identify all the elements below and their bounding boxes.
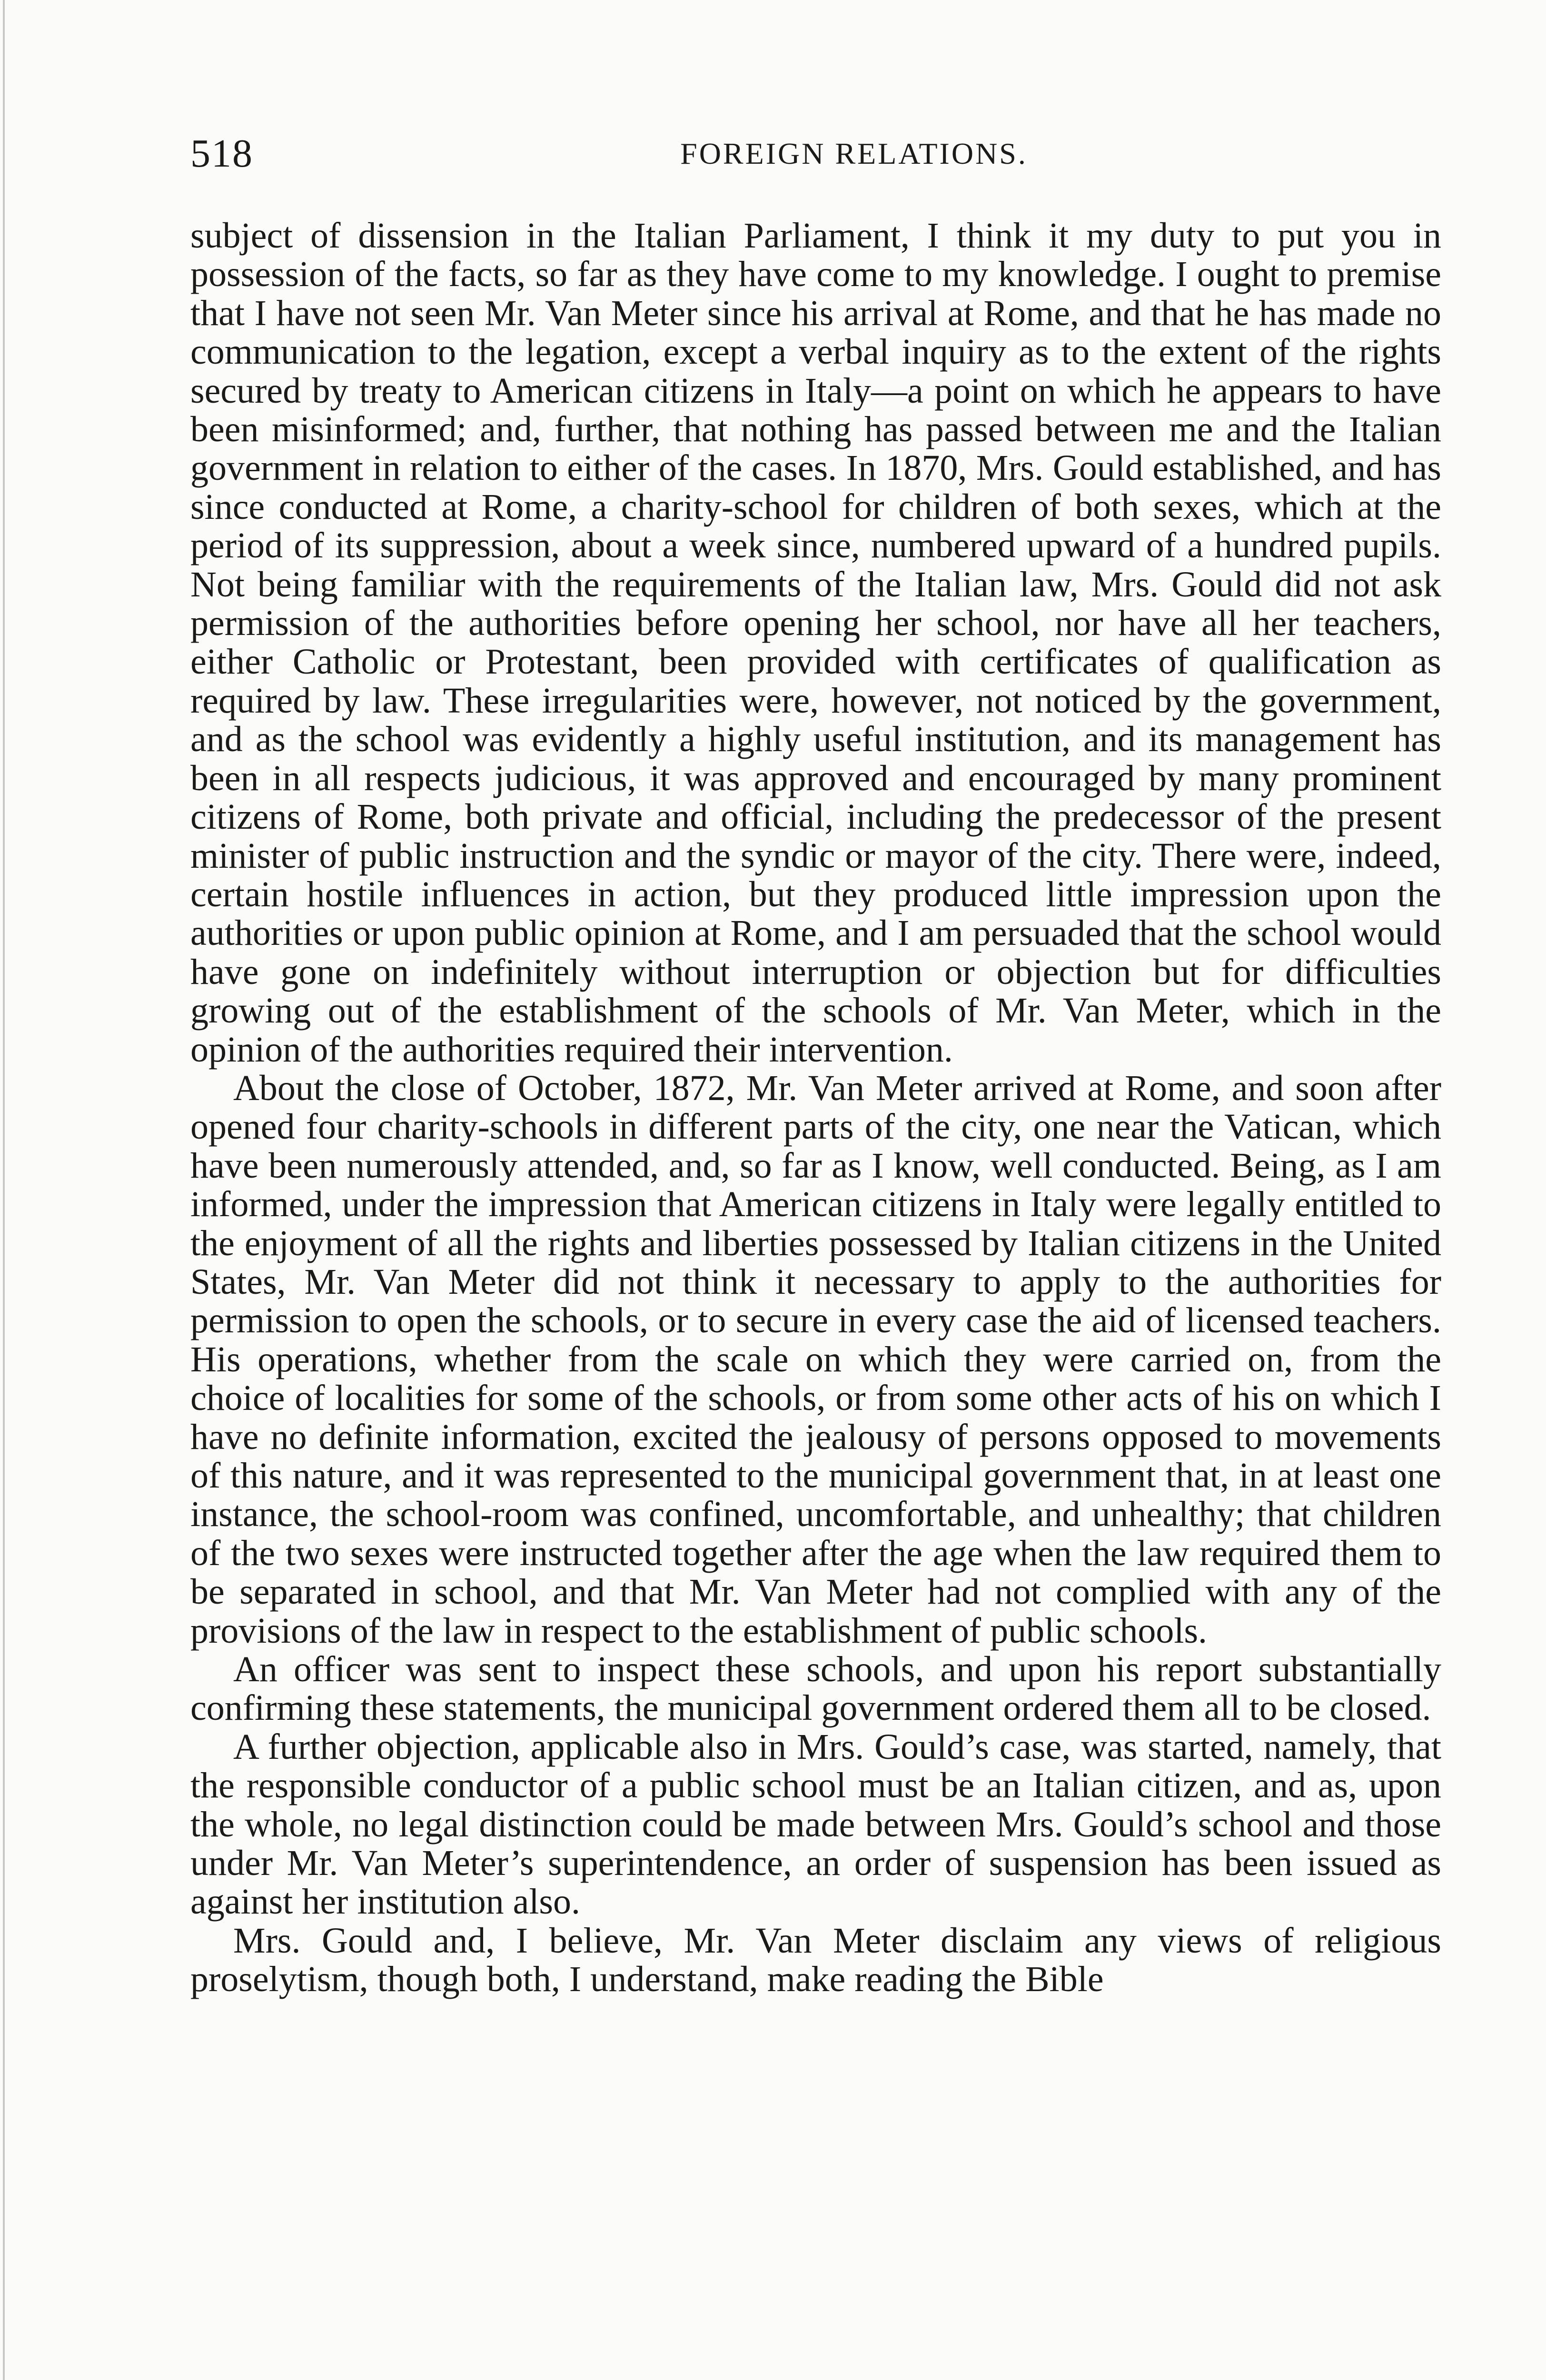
body-text	[190, 217, 1441, 2380]
paragraph-van-meter-arrival: About the close of October, 1872, Mr. Van Meter arrived at Rome, and soon after opened four charity-schools in different parts of the city, one near the Vatican, which have been numerously attended, and, so far as I know, well conducted. Being, as I am informed, under the impression that American citizens in Italy were legally entitled to the enjoyment of all the rights and liberties possessed by Italian citizens in the United States, Mr. Van Meter did not think it necessary to apply to the authorities for permission to open the schools, or to secure in every case the aid of licensed teachers. His operations, whether from the scale on which they were carried on, from the choice of localities for some of the schools, or from some other acts of his on which I have no definite information, excited the jealousy of persons opposed to movements of this nature, and it was represented to the municipal government that, in at least one instance, the school-room was confined, uncomfortable, and unhealthy; that children of the two sexes were instructed together after the age when the law required them to be separated in school, and that Mr. Van Meter had not complied with any of the provisions of the law in respect to the establishment of public schools.	[190, 1068, 1441, 1651]
binding-edge	[3, 0, 5, 2380]
paragraph-proselytism: Mrs. Gould and, I believe, Mr. Van Meter disclaim any views of religious proselytism, though both, I understand, make reading the Bible	[190, 1920, 1441, 2000]
paragraph-officer-inspection: An officer was sent to inspect these schools, and upon his report substantially confirming these statements, the municipal government ordered them all to be closed.	[190, 1649, 1441, 1728]
page-number: 518	[190, 131, 253, 176]
running-title: FOREIGN RELATIONS.	[680, 137, 1028, 170]
paragraph-continued: subject of dissension in the Italian Parliament, I think it my duty to put you in possession of the facts, so far as they have come to my knowledge. I ought to premise that I have not seen Mr. Van Meter since his arrival at Rome, and that he has made no communication to the legation, except a verbal inquiry as to the extent of the rights secured by treaty to American citizens in Italy—a point on which he appears to have been misinformed; and, further, that nothing has passed between me and the Italian government in relation to either of the cases. In 1870, Mrs. Gould established, and has since conducted at Rome, a charity-school for children of both sexes, which at the period of its suppression, about a week since, numbered upward of a hundred pupils. Not being familiar with the requirements of the Italian law, Mrs. Gould did not ask permission of the authorities before opening her school, nor have all her teachers, either Catholic or Protestant, been provided with certificates of qualification as required by law. These irregularities were, however, not noticed by the government, and as the school was evidently a highly useful institution, and its management has been in all respects judicious, it was approved and encouraged by many prominent citizens of Rome, both private and official, including the predecessor of the present minister of public instruction and the syndic or mayor of the city. There were, indeed, certain hostile influences in action, but they produced little impression upon the authorities or upon public opinion at Rome, and I am persuaded that the school would have gone on indefinitely without interruption or objection but for difficulties growing out of the establishment of the schools of Mr. Van Meter, which in the opinion of the authorities required their intervention.	[190, 217, 1441, 1070]
paragraph-further-objection: A further objection, applicable also in Mrs. Gould’s case, was started, namely, that the responsible conductor of a public school must be an Italian citizen, and as, upon the whole, no legal distinction could be made between Mrs. Gould’s school and those under Mr. Van Meter’s superintendence, an order of suspension has been issued as against her institution also.	[190, 1726, 1441, 1922]
running-head	[190, 128, 1441, 180]
